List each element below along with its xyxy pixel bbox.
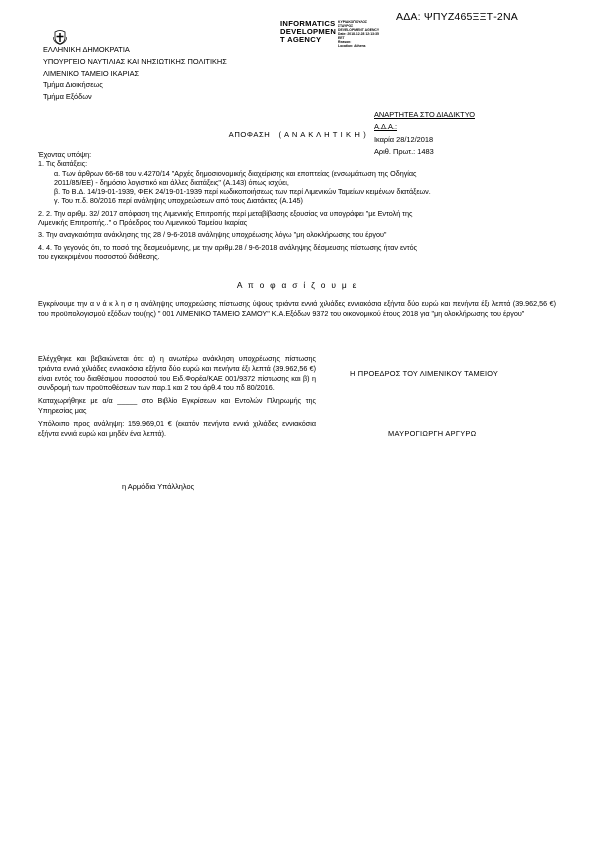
signature-line: Location: Athens: [338, 44, 366, 48]
verification-block: [38, 354, 316, 441]
stamp-line: DEVELOPMEN: [280, 27, 337, 37]
item-1a-cont: 2011/85/ΕΕ) - δημόσιο λογιστικό και άλλες διατάξεις" (Α.143) όπως ισχύει,: [54, 177, 289, 187]
stamp-line: T AGENCY: [280, 35, 322, 45]
stamp-line: INFORMATICS: [280, 19, 336, 28]
clerk-signature: η Αρμόδια Υπάλληλος: [122, 482, 195, 491]
signature-line: Date: 2018.12.28 12:13:35: [338, 32, 379, 36]
signature-line: EET: [338, 36, 345, 40]
signature-line: ΚΥΡΙΑΚΟΠΟΥΛΟΣ: [338, 20, 368, 24]
issuer-header: [43, 44, 303, 103]
ada-number: ΑΔΑ: ΨΠΥΖ465ΞΞΤ-2ΝΑ: [396, 11, 518, 23]
document-date: Ικαρία 28/12/2018: [374, 134, 434, 144]
digital-signature-details: [338, 20, 398, 48]
president-name: ΜΑΥΡΟΓΙΩΡΓΗ ΑΡΓΥΡΩ: [388, 429, 477, 438]
item-4-cont: του εγκεκριμένου ποσοστού διάθεσης.: [38, 251, 160, 261]
item-2-cont: Λιμενικής Επιτροπής.." ο Πρόεδρος του Λιμενικού Ταμείου Ικαρίας: [38, 218, 248, 228]
considering-heading: Έχοντας υπόψη:: [38, 150, 92, 159]
remaining-balance-text: Υπόλοιπο προς ανάληψη: 159.969,01 € (εκατόν πενήντα εννιά χιλιάδες εννιακόσια εξήντα εννιά ευρώ και μηδέν ένα λεπτά).: [38, 418, 316, 438]
registration-text: Καταχωρήθηκε με α/α _____ στο Βιβλίο Εγκρίσεων και Εντολών Πληρωμής της Υπηρεσίας μας: [38, 396, 316, 415]
item-2: 2. 2. Την αριθμ. 32/ 2017 απόφαση της Λιμενικής Επιτροπής περί μεταβίβασης εξουσίας να υπογράφει "με Εντολή της: [38, 208, 413, 218]
signature-line: DEVELOPMENT AGENCY: [338, 28, 380, 32]
signature-stamp-text: [280, 20, 336, 45]
greek-coat-of-arms-icon: [52, 29, 68, 45]
issuer-republic: ΕΛΛΗΝΙΚΗ ΔΗΜΟΚΡΑΤΙΑ: [43, 45, 130, 54]
item-1: 1. Τις διατάξεις:: [38, 159, 88, 169]
decision-heading: Α π ο φ α σ ί ζ ο υ μ ε: [236, 280, 359, 290]
verification-text: Ελέγχθηκε και βεβαιώνεται ότι: α) η ανωτέρω ανάκληση υποχρέωσης πίστωσης τριάντα εννιά χιλιάδες εννιακόσια εξήντα δύο ευρώ και πενήντα έξι λεπτά (39.962,56 €) είναι εντός του διαθέσιμου ποσοστού του Ειδ.Φορέα/ΚΑΕ 001/9372 πίστωσης και β) η συνδρομή των προϋποθέσεων των παρ.1 και 2 του άρθ.4 του πδ 80/2016.: [38, 354, 316, 393]
signature-line: ΣΤΑΥΡΟΣ: [338, 24, 354, 28]
president-title: Η ΠΡΟΕΔΡΟΣ ΤΟΥ ΛΙΜΕΝΙΚΟΥ ΤΑΜΕΙΟΥ: [350, 369, 499, 378]
issuer-ministry: ΥΠΟΥΡΓΕΙΟ ΝΑΥΤΙΛΙΑΣ ΚΑΙ ΝΗΣΙΩΤΙΚΗΣ ΠΟΛΙΤΙΚΗΣ: [43, 56, 227, 66]
item-3: 3. Την αναγκαιότητα ανάκλησης της 28 / 9-6-2018 ανάληψης υποχρέωσης λόγω "μη ολοκλήρωσης του έργου": [38, 230, 387, 240]
issuer-section: Τμήμα Εξόδων: [43, 92, 92, 102]
protocol-number: Αριθ. Πρωτ.: 1483: [374, 147, 434, 157]
issuer-department: Τμήμα Διοικήσεως: [43, 80, 103, 90]
item-1c: γ. Του π.δ. 80/2016 περί ανάληψης υποχρεώσεων από τους Διατάκτες (Α.145): [54, 196, 303, 206]
publish-notice: ΑΝΑΡΤΗΤΕΑ ΣΤΟ ΔΙΑΔΙΚΤΥΟ: [374, 110, 475, 119]
approval-paragraph: Εγκρίνουμε την α ν ά κ λ η σ η ανάληψης υποχρεώσης πίστωσης ύψους τριάντα εννιά χιλιάδες εννιακόσια εξήντα δύο ευρώ και πενήντα έξι λεπτά (39.962,56 €) του προϋπολογισμού εξόδων του(ης) " 001 ΛΙΜΕΝΙΚΟ ΤΑΜΕΙΟ ΣΑΜΟΥ" Κ.Α.Εξόδων 9372 του οικονομικού έτους 2018 για "μη ολοκλήρωσης του έργου": [38, 299, 556, 318]
document-title: ΑΠΟΦΑΣΗ ( Α Ν Α Κ Λ Η Τ Ι Κ Η ): [228, 130, 367, 139]
item-1b: β. Το Β.Δ. 14/19-01-1939, ΦΕΚ 24/19-01-1939 περί κωδικοποιήσεως των περί Λιμενικών Ταμείων κειμένων διατάξεων.: [54, 187, 431, 197]
ada-label: Α.Δ.Α.:: [374, 122, 398, 132]
issuer-fund: ΛΙΜΕΝΙΚΟ ΤΑΜΕΙΟ ΙΚΑΡΙΑΣ: [43, 68, 140, 78]
item-4: 4. 4. Το γεγονός ότι, το ποσό της δεσμευόμενης, με την αριθμ.28 / 9-6-2018 ανάληψης δέσμευσης πίστωσης ήταν εντός: [38, 242, 418, 252]
considerations: [38, 150, 556, 261]
signature-line: Reason:: [338, 40, 352, 44]
item-1a: α. Των άρθρων 66-68 του ν.4270/14 "Αρχές δημοσιονομικής διαχείρισης και εποπτείας (ενσωμάτωση της Οδηγίας: [54, 168, 417, 178]
